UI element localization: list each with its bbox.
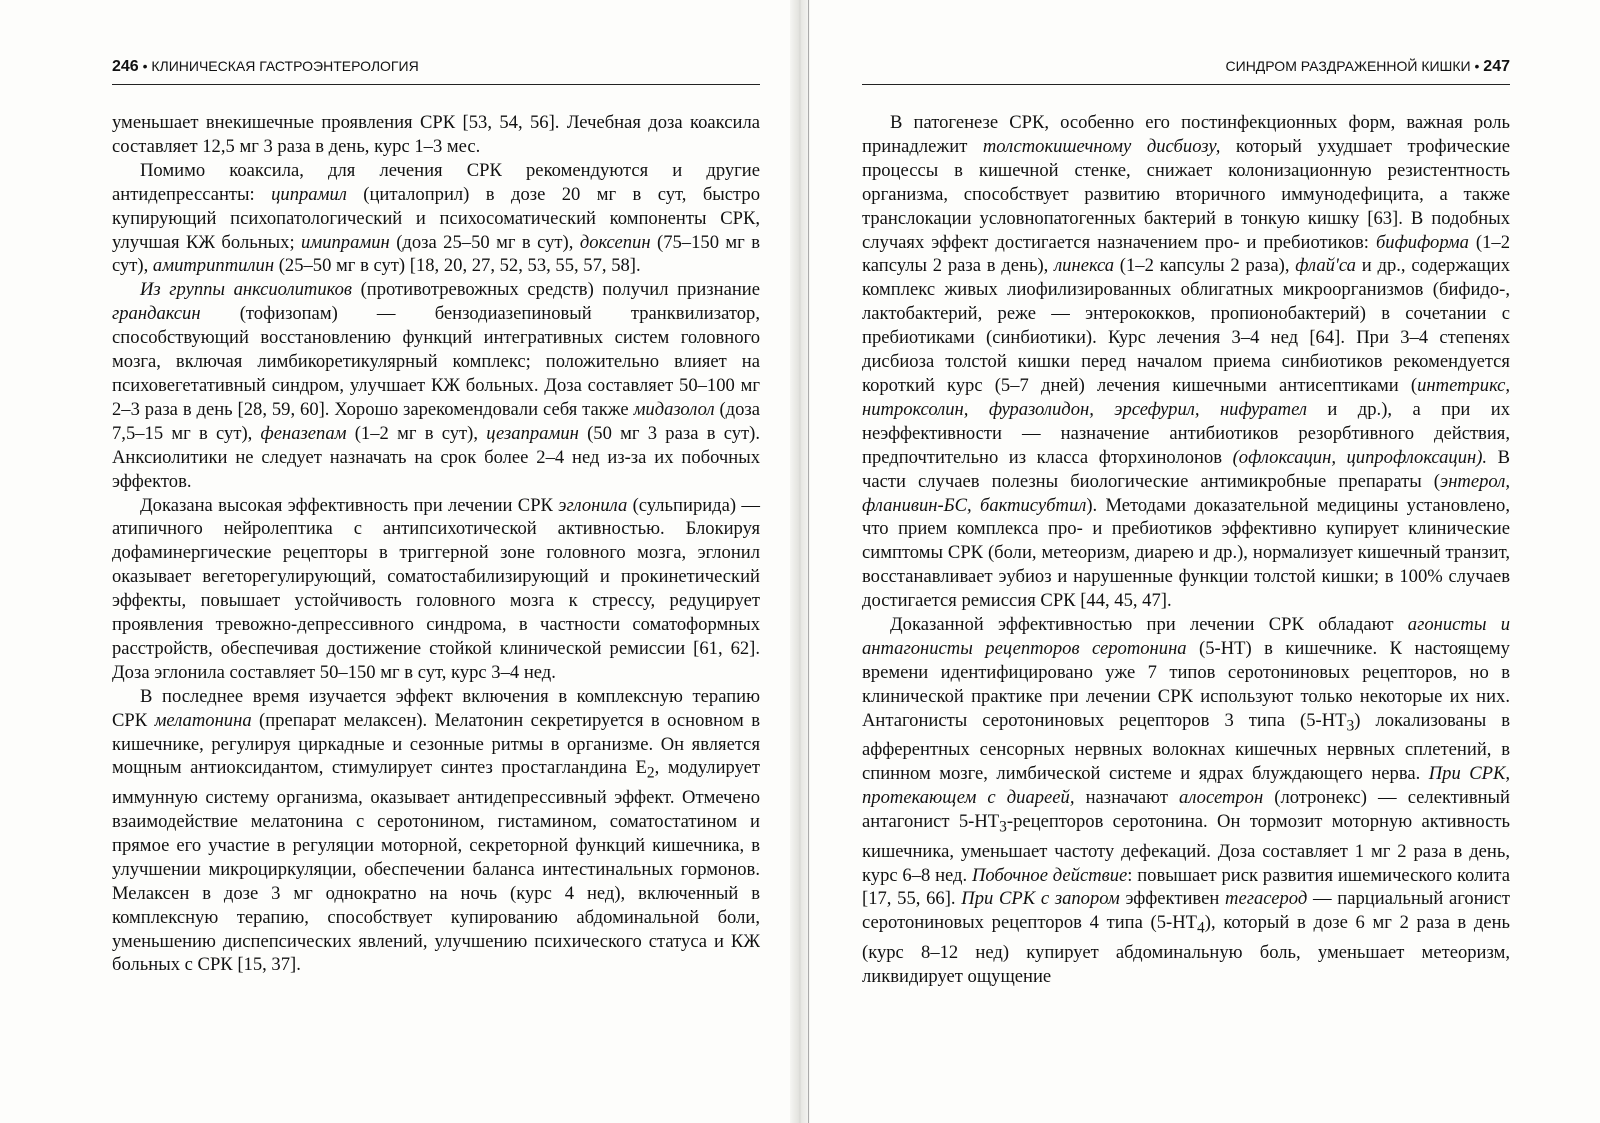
header-bullet: • — [1474, 58, 1484, 74]
text-run: Доказанной эффективностью при лечении СРК обладают — [890, 614, 1408, 636]
paragraph — [112, 494, 760, 685]
text-run: В последнее время изучается эффект включения в комплексную терапию СРК — [112, 685, 760, 731]
text-run: (1–2 капсулы 2 раза в день), — [862, 231, 1511, 277]
italic-term: феназепам — [260, 422, 347, 444]
text-run: (сульпирида) — атипичного нейролептика с антипсихотической активностью. Блокируя дофаминергические рецепторы в триггерной зоне головного мозга, эглонил оказывает вегеторегулирующий, соматостабилизирующий и прокинетический эффекты, повышает устойчивость головного мозга к стрессу, редуцирует проявления тревожно-депрессивного синдрома, в частности соматоформных расстройств, обеспечивая достижение стойкой клинической ремиссии [61, 62]. Доза эглонила составляет 50–150 мг в сут, курс 3–4 нед. — [112, 494, 761, 683]
text-run: который ухудшает трофические процессы в кишечной стенке, снижает колонизационную резистентность организма, способствует развитию вторичного иммунодефицита, а также транслокации условнопатогенных бактерий в тонкую кишку [63]. В подобных случаях эффект достигается назначением про- и пребиотиков: — [862, 135, 1510, 253]
subscript: 3 — [1346, 717, 1355, 735]
italic-term: флай'са — [1295, 255, 1356, 277]
text-run: ), который в дозе 6 мг 2 раза в день (курс 8–12 нед) купирует абдоминальную боль, уменьшает метеоризм, ликвидирует ощущение — [862, 912, 1510, 987]
italic-term: При СРК, протекающем с диареей, — [862, 763, 1510, 809]
text-run: (доза 7,5–15 мг в сут), — [112, 398, 760, 444]
paragraph — [112, 159, 760, 279]
text-run: эффективен — [1119, 888, 1226, 910]
text-run: (тофизопам) — бензодиазепиновый транквилизатор, способствующий восстановлению функций интегративных систем головного мозга, включая лимбикоретикулярный комплекс; положительно влияет на психовегетативный синдром, улучшает КЖ больных. Доза составляет 50–100 мг 2–3 раза в день [28, 59, 60]. Хорошо зарекомендовали себя также — [112, 303, 760, 420]
text-run: Помимо коаксила, для лечения СРК рекомендуются и другие антидепрессанты: — [112, 159, 760, 205]
text-run: (1–2 мг в сут), — [346, 422, 487, 444]
text-run: -рецепторов серотонина. Он тормозит моторную активность кишечника, уменьшает частоту дефекаций. Доза составляет 1 мг 2 раза в день, курс 6–8 нед. — [862, 811, 1510, 886]
text-run: (5-НТ) в кишечнике. К настоящему времени идентифицировано уже 7 типов серотониновых рецепторов, но в клинической практике при лечении СРК используют только некоторые их них. Антагонисты серотониновых рецепторов 3 типа (5-НТ — [862, 637, 1510, 731]
italic-term: линекса — [1054, 255, 1115, 277]
running-header — [112, 58, 760, 84]
text-run: и др.), а при их неэффективности — назначение антибиотиков резорбтивного действия, предпочтительно из класса фторхинолонов — [862, 398, 1510, 468]
italic-term: Побочное действие — [971, 864, 1128, 886]
italic-term: (офлоксацин, ципрофлоксацин). — [1232, 446, 1488, 468]
paragraph — [112, 278, 760, 493]
italic-term: ципрамил — [271, 183, 347, 205]
paragraph — [112, 111, 760, 159]
italic-term: цезапрамин — [486, 422, 579, 444]
text-run: (25–50 мг в сут) [18, 20, 27, 52, 53, 55, 57, 58]. — [274, 255, 641, 277]
text-run: (лотронекс) — селективный антагонист 5-НТ — [862, 787, 1510, 832]
italic-term: толстокишечному дисбиозу, — [982, 135, 1221, 157]
italic-term: амитриптилин — [152, 255, 275, 277]
subscript: 2 — [646, 765, 655, 783]
italic-term: алосетрон — [1179, 787, 1264, 809]
text-run: ). Методами доказательной медицины установлено, что прием комплекса про- и пребиотиков эффективно купирует клинические симптомы СРК (боли, метеоризм, диарею и др.), нормализует кишечный транзит, восстанавливает эубиоз и нарушенные функции толстой кишки; в 100% случаев достигается ремиссия СРК [44, 45, 47]. — [862, 494, 1510, 612]
text-run: , модулирует иммунную систему организма, оказывает антидепрессивный эффект. Отмечено взаимодействие мелатонина с серотонином, гистамином, соматостатином и прямое его участие в регуляции моторной, секреторной функций кишечника, в улучшении микроциркуляции, обеспечении баланса интестинальных гормонов. Мелаксен в дозе 3 мг однократно на ночь (курс 4 нед), включенный в комплексную терапию, способствует купированию абдоминальной боли, уменьшению диспепсических явлений, улучшению психического статуса и КЖ больных с СРК [15, 37]. — [112, 757, 760, 976]
subscript: 4 — [1197, 920, 1205, 938]
book-gutter — [790, 0, 810, 1123]
text-run: (1–2 капсулы 2 раза), — [1114, 255, 1296, 277]
italic-term: энтерол, фланивин-БС, бактисубтил — [862, 470, 1510, 516]
text-run: Доказана высокая эффективность при лечении СРК — [140, 494, 559, 516]
header-bullet: • — [142, 58, 152, 74]
paragraph — [862, 111, 1510, 613]
italic-term: Из группы анксиолитиков — [140, 279, 352, 301]
left-page — [0, 0, 790, 1123]
text-run: (доза 25–50 мг в сут), — [389, 231, 580, 253]
text-run: (циталоприл) в дозе 20 мг в сут, быстро купирующий психопатологический и психосоматический компоненты СРК, улучшая КЖ больных; — [112, 183, 760, 253]
italic-term: имипрамин — [301, 231, 390, 253]
italic-term: мидазолол — [633, 398, 715, 420]
body-text — [862, 111, 1510, 989]
text-run: назначают — [1074, 787, 1180, 809]
text-run: (75–150 мг в сут), — [112, 231, 761, 277]
right-page — [810, 0, 1600, 1123]
running-header — [862, 58, 1510, 84]
text-run: (противотревожных средств) получил признание — [351, 279, 760, 301]
text-run: — парциальный агонист серотониновых рецепторов 4 типа (5-НТ — [862, 888, 1510, 934]
page-number: 247 — [1483, 58, 1510, 75]
italic-term: интетрикс, нитроксолин, фуразолидон, эрсефурил, нифурател — [862, 374, 1510, 420]
italic-term: мелатонина — [154, 709, 252, 731]
running-head-title: КЛИНИЧЕСКАЯ ГАСТРОЭНТЕРОЛОГИЯ — [151, 58, 419, 74]
header-rule — [112, 84, 760, 85]
italic-term: бифиформа — [1375, 231, 1469, 253]
text-run: уменьшает внекишечные проявления СРК [53, 54, 56]. Лечебная доза коаксила составляет 12,5 мг 3 раза в день, курс 1–3 мес. — [112, 112, 760, 157]
text-run: : повышает риск развития ишемического колита [17, 55, 66]. — [862, 864, 1510, 910]
italic-term: агонисты и антагонисты рецепторов серотонина — [862, 614, 1510, 659]
text-run: (препарат мелаксен). Мелатонин секретируется в основном в кишечнике, регулируя циркадные и сезонные ритмы в организме. Он является мощным антиоксидантом, стимулирует синтез простагландина Е — [112, 709, 761, 779]
text-run: (50 мг 3 раза в сут). Анксиолитики не следует назначать на срок более 2–4 нед из-за их побочных эффектов. — [112, 422, 760, 492]
running-head-title: СИНДРОМ РАЗДРАЖЕННОЙ КИШКИ — [1225, 58, 1471, 74]
header-rule — [862, 84, 1510, 85]
text-run: В патогенезе СРК, особенно его постинфекционных форм, важная роль принадлежит — [862, 112, 1510, 157]
page-number: 246 — [112, 58, 139, 75]
subscript: 3 — [999, 818, 1007, 836]
body-text — [112, 111, 760, 977]
italic-term: грандаксин — [112, 303, 201, 325]
italic-term: При СРК с запором — [961, 888, 1120, 910]
text-run: В части случаев полезны биологические антимикробные препараты ( — [862, 446, 1510, 492]
paragraph — [112, 685, 760, 978]
text-run: ) локализованы в афферентных сенсорных нервных волокнах кишечных нервных сплетений, в спинном мозге, лимбической системе и ядрах блуждающего нерва. — [862, 709, 1510, 785]
gutter-line — [808, 0, 809, 1123]
italic-term: тегасерод — [1225, 888, 1308, 910]
paragraph — [862, 613, 1510, 989]
text-run: и др., содержащих комплекс живых лиофилизированных облигатных микроорганизмов (бифидо-, лактобактерий, реже — энтерококков, пропионобактерий) в сочетании с пребиотиками (синбиотики). Курс лечения 3–4 нед [64]. При 3–4 степенях дисбиоза толстой кишки перед началом приема синбиотиков рекомендуется короткий курс (5–7 дней) лечения кишечными антисептиками ( — [862, 255, 1511, 396]
italic-term: эглонила — [558, 494, 628, 516]
italic-term: доксепин — [579, 231, 651, 253]
